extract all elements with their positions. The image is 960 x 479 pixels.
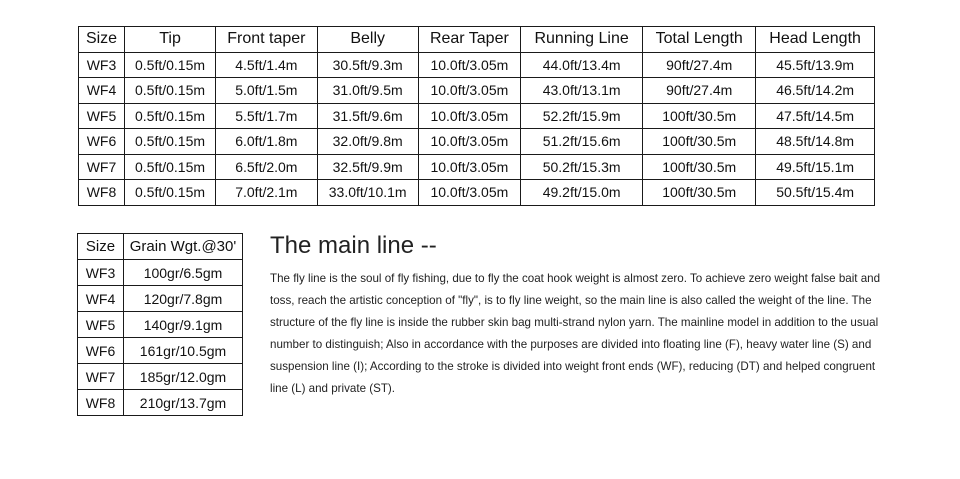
value-cell: 100ft/30.5m	[643, 180, 756, 206]
value-cell: 6.0ft/1.8m	[216, 129, 318, 155]
spec-header-belly: Belly	[317, 27, 418, 53]
value-cell: 210gr/13.7gm	[124, 390, 243, 416]
size-cell: WF3	[79, 52, 125, 78]
spec-table-row	[79, 180, 875, 206]
value-cell: 10.0ft/3.05m	[418, 180, 520, 206]
value-cell: 0.5ft/0.15m	[125, 180, 216, 206]
value-cell: 100gr/6.5gm	[124, 260, 243, 286]
value-cell: 51.2ft/15.6m	[521, 129, 643, 155]
value-cell: 4.5ft/1.4m	[216, 52, 318, 78]
spec-table-row	[79, 52, 875, 78]
spec-header-size: Size	[79, 27, 125, 53]
value-cell: 50.5ft/15.4m	[756, 180, 875, 206]
value-cell: 0.5ft/0.15m	[125, 103, 216, 129]
value-cell: 10.0ft/3.05m	[418, 103, 520, 129]
grain-table-row	[78, 312, 243, 338]
value-cell: 10.0ft/3.05m	[418, 154, 520, 180]
size-cell: WF8	[79, 180, 125, 206]
spec-header-tip: Tip	[125, 27, 216, 53]
value-cell: 32.5ft/9.9m	[317, 154, 418, 180]
size-cell: WF7	[78, 364, 124, 390]
value-cell: 45.5ft/13.9m	[756, 52, 875, 78]
value-cell: 140gr/9.1gm	[124, 312, 243, 338]
value-cell: 32.0ft/9.8m	[317, 129, 418, 155]
spec-header-head-length: Head Length	[756, 27, 875, 53]
spec-table-row	[79, 103, 875, 129]
grain-header-size: Size	[78, 234, 124, 260]
value-cell: 100ft/30.5m	[643, 154, 756, 180]
spec-header-running-line: Running Line	[521, 27, 643, 53]
size-cell: WF7	[79, 154, 125, 180]
value-cell: 161gr/10.5gm	[124, 338, 243, 364]
size-cell: WF4	[79, 78, 125, 104]
size-cell: WF5	[78, 312, 124, 338]
value-cell: 52.2ft/15.9m	[521, 103, 643, 129]
value-cell: 6.5ft/2.0m	[216, 154, 318, 180]
value-cell: 30.5ft/9.3m	[317, 52, 418, 78]
value-cell: 10.0ft/3.05m	[418, 129, 520, 155]
value-cell: 43.0ft/13.1m	[521, 78, 643, 104]
value-cell: 33.0ft/10.1m	[317, 180, 418, 206]
value-cell: 49.2ft/15.0m	[521, 180, 643, 206]
grain-table-row	[78, 390, 243, 416]
value-cell: 90ft/27.4m	[643, 78, 756, 104]
value-cell: 10.0ft/3.05m	[418, 52, 520, 78]
spec-header-front-taper: Front taper	[216, 27, 318, 53]
value-cell: 5.0ft/1.5m	[216, 78, 318, 104]
value-cell: 47.5ft/14.5m	[756, 103, 875, 129]
value-cell: 10.0ft/3.05m	[418, 78, 520, 104]
size-cell: WF5	[79, 103, 125, 129]
size-cell: WF6	[78, 338, 124, 364]
value-cell: 7.0ft/2.1m	[216, 180, 318, 206]
spec-header-total-length: Total Length	[643, 27, 756, 53]
value-cell: 0.5ft/0.15m	[125, 52, 216, 78]
grain-table-row	[78, 338, 243, 364]
value-cell: 0.5ft/0.15m	[125, 78, 216, 104]
value-cell: 120gr/7.8gm	[124, 286, 243, 312]
value-cell: 0.5ft/0.15m	[125, 129, 216, 155]
spec-table-row	[79, 78, 875, 104]
grain-table-row	[78, 260, 243, 286]
grain-table-row	[78, 364, 243, 390]
article	[270, 232, 890, 400]
spec-table-row	[79, 129, 875, 155]
size-cell: WF8	[78, 390, 124, 416]
value-cell: 100ft/30.5m	[643, 103, 756, 129]
size-cell: WF6	[79, 129, 125, 155]
size-cell: WF4	[78, 286, 124, 312]
spec-table-row	[79, 154, 875, 180]
size-cell: WF3	[78, 260, 124, 286]
article-body: The fly line is the soul of fly fishing, due to fly the coat hook weight is almost zero. To achieve zero weight false bait and toss, reach the artistic conception of "fly", is to fly line weight, so the main line is also called the weight of the line. The structure of the fly line is inside the rubber skin bag multi-strand nylon yarn. The mainline model in addition to the usual number to distinguish; Also in accordance with the purposes are divided into floating line (F), heavy water line (S) and suspension line (I); According to the stroke is divided into weight front ends (WF), reducing (DT) and helped congruent line (L) and private (ST).	[270, 272, 881, 395]
grain-weight-table	[77, 233, 243, 416]
value-cell: 44.0ft/13.4m	[521, 52, 643, 78]
value-cell: 48.5ft/14.8m	[756, 129, 875, 155]
value-cell: 46.5ft/14.2m	[756, 78, 875, 104]
value-cell: 31.0ft/9.5m	[317, 78, 418, 104]
spec-header-row	[79, 27, 875, 53]
value-cell: 50.2ft/15.3m	[521, 154, 643, 180]
value-cell: 90ft/27.4m	[643, 52, 756, 78]
grain-header-row	[78, 234, 243, 260]
line-spec-table	[78, 26, 875, 206]
value-cell: 5.5ft/1.7m	[216, 103, 318, 129]
article-title: The main line --	[270, 232, 437, 259]
value-cell: 0.5ft/0.15m	[125, 154, 216, 180]
value-cell: 185gr/12.0gm	[124, 364, 243, 390]
value-cell: 49.5ft/15.1m	[756, 154, 875, 180]
grain-table-row	[78, 286, 243, 312]
spec-header-rear-taper: Rear Taper	[418, 27, 520, 53]
grain-header-weight: Grain Wgt.@30'	[124, 234, 243, 260]
value-cell: 31.5ft/9.6m	[317, 103, 418, 129]
value-cell: 100ft/30.5m	[643, 129, 756, 155]
